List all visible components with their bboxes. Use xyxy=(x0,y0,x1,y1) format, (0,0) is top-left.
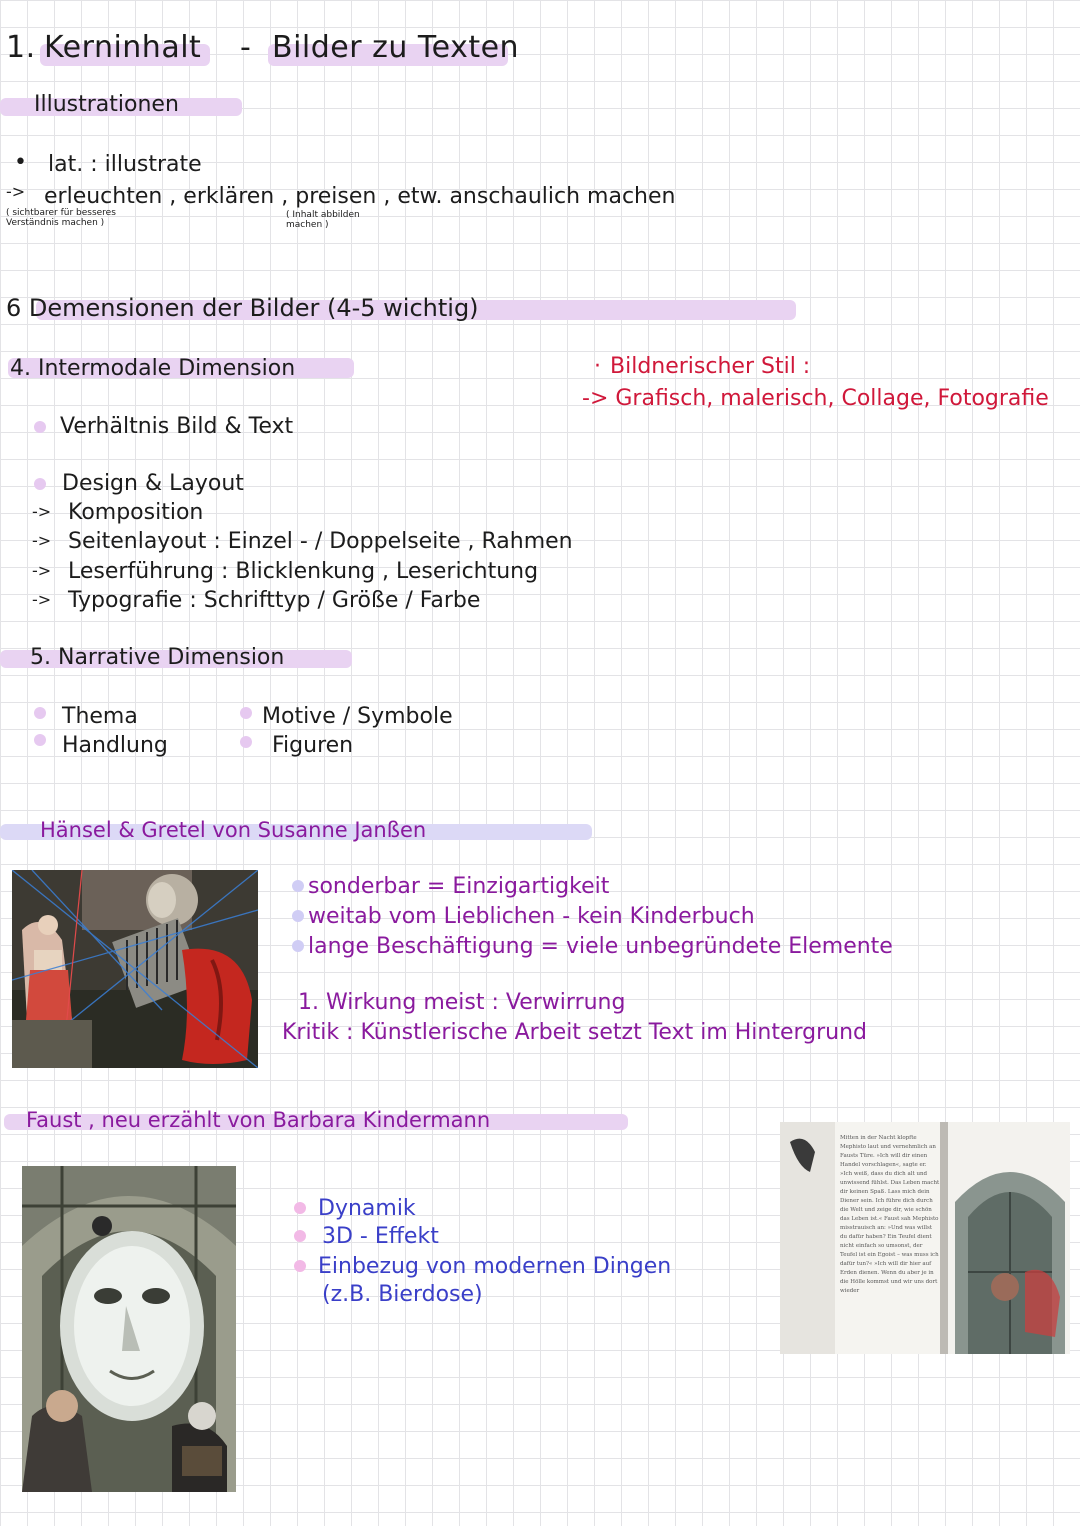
bullet-icon xyxy=(34,734,46,746)
illustrationen-note1: ( sichtbarer für besseres Verständnis machen ) xyxy=(6,208,116,228)
d5-right-0: Motive / Symbole xyxy=(262,704,453,729)
d5-heading: 5. Narrative Dimension xyxy=(30,645,285,670)
bullet-icon xyxy=(294,1230,306,1242)
title-right: Bilder zu Texten xyxy=(272,30,520,65)
bullet-icon xyxy=(34,421,46,433)
illustrationen-line1: lat. : illustrate xyxy=(48,152,202,177)
faust-example: (z.B. Bierdose) xyxy=(322,1282,483,1307)
d4-subitem-0: Komposition xyxy=(68,500,204,525)
faust-point-0: Dynamik xyxy=(318,1196,416,1221)
haensel-point-2: lange Beschäftigung = viele unbegründete Elemente xyxy=(308,934,893,959)
haensel-wirkung: 1. Wirkung meist : Verwirrung xyxy=(298,990,626,1015)
faust-illustration xyxy=(22,1166,236,1492)
d4-heading: 4. Intermodale Dimension xyxy=(10,356,296,381)
title-left: Kerninhalt xyxy=(44,30,202,65)
arrow-icon: -> xyxy=(32,531,52,550)
bullet: • xyxy=(14,150,27,175)
bullet-icon xyxy=(292,880,304,892)
bullet-icon xyxy=(292,910,304,922)
d4-subitem-2: Leserführung : Blicklenkung , Leserichtung xyxy=(68,559,539,584)
d4-subitem-1: Seitenlayout : Einzel - / Doppelseite , Rahmen xyxy=(68,529,573,554)
arrow-icon: -> xyxy=(32,590,52,609)
bullet-icon xyxy=(240,736,252,748)
d5-left-1: Handlung xyxy=(62,733,168,758)
bullet-icon xyxy=(240,707,252,719)
bullet-icon xyxy=(292,940,304,952)
title-dash: - xyxy=(240,30,252,65)
arrow-icon: -> xyxy=(32,561,52,580)
faust-collage-image xyxy=(22,1166,236,1492)
d4-item1: Verhältnis Bild & Text xyxy=(60,414,294,439)
illustrationen-note2: ( Inhalt abbilden machen ) xyxy=(286,210,360,230)
dimensionen-heading: 6 Demensionen der Bilder (4-5 wichtig) xyxy=(6,294,479,322)
d4-subitem-3: Typografie : Schrifttyp / Größe / Farbe xyxy=(68,588,481,613)
haensel-kritik: Kritik : Künstlerische Arbeit setzt Text im Hintergrund xyxy=(282,1020,868,1045)
faust-point-2: Einbezug von modernen Dingen xyxy=(318,1254,672,1279)
arrow-icon: -> xyxy=(32,502,52,521)
faust-point-1: 3D - Effekt xyxy=(322,1224,439,1249)
d5-left-0: Thema xyxy=(62,704,138,729)
stil-line1: Bildnerischer Stil : xyxy=(610,354,811,379)
bullet-icon xyxy=(34,478,46,490)
faust-book-photo xyxy=(780,1122,1070,1354)
bullet-icon xyxy=(294,1202,306,1214)
haensel-point-0: sonderbar = Einzigartigkeit xyxy=(308,874,610,899)
title-number: 1. xyxy=(6,30,36,65)
arrow-icon: -> xyxy=(6,182,26,201)
d4-item2: Design & Layout xyxy=(62,471,244,496)
bullet-icon xyxy=(34,707,46,719)
haensel-heading: Hänsel & Gretel von Susanne Janßen xyxy=(40,818,427,842)
faust-heading: Faust , neu erzählt von Barbara Kindermann xyxy=(26,1108,491,1132)
stil-line2: -> Grafisch, malerisch, Collage, Fotografie xyxy=(582,386,1049,411)
illustrationen-line2: erleuchten , erklären , preisen , etw. anschaulich machen xyxy=(44,184,676,209)
d5-right-1: Figuren xyxy=(272,733,354,758)
book-page-text: Mitten in der Nacht klopfte Mephisto laut und vernehmlich an Fausts Türe. »Ich will dir einen Handel vorschlagen«, sagte er. »Ich weiß, dass du dich alt und unwissend fühlst. Das Leben macht dir keinen Spaß. Lass mich dein Diener sein. Ich führe dich durch die Welt und zeige dir, wie schön das Leben ist.« Faust sah Mephisto misstrauisch an: »Und was willst du dafür haben? Ein Teufel dient nicht einfach so umsonst, der Teufel ist ein Egoist – was muss ich dafür tun?« »Ich will dir hier auf Erden dienen. Wenn du aber je in die Hölle kommst und wir uns dort wieder xyxy=(840,1135,940,1294)
haensel-illustration xyxy=(12,870,258,1068)
illustrationen-heading: Illustrationen xyxy=(34,92,179,117)
haensel-collage-image xyxy=(12,870,258,1068)
bullet-icon xyxy=(294,1260,306,1272)
haensel-point-1: weitab vom Lieblichen - kein Kinderbuch xyxy=(308,904,755,929)
stil-bullet: · xyxy=(594,354,601,379)
